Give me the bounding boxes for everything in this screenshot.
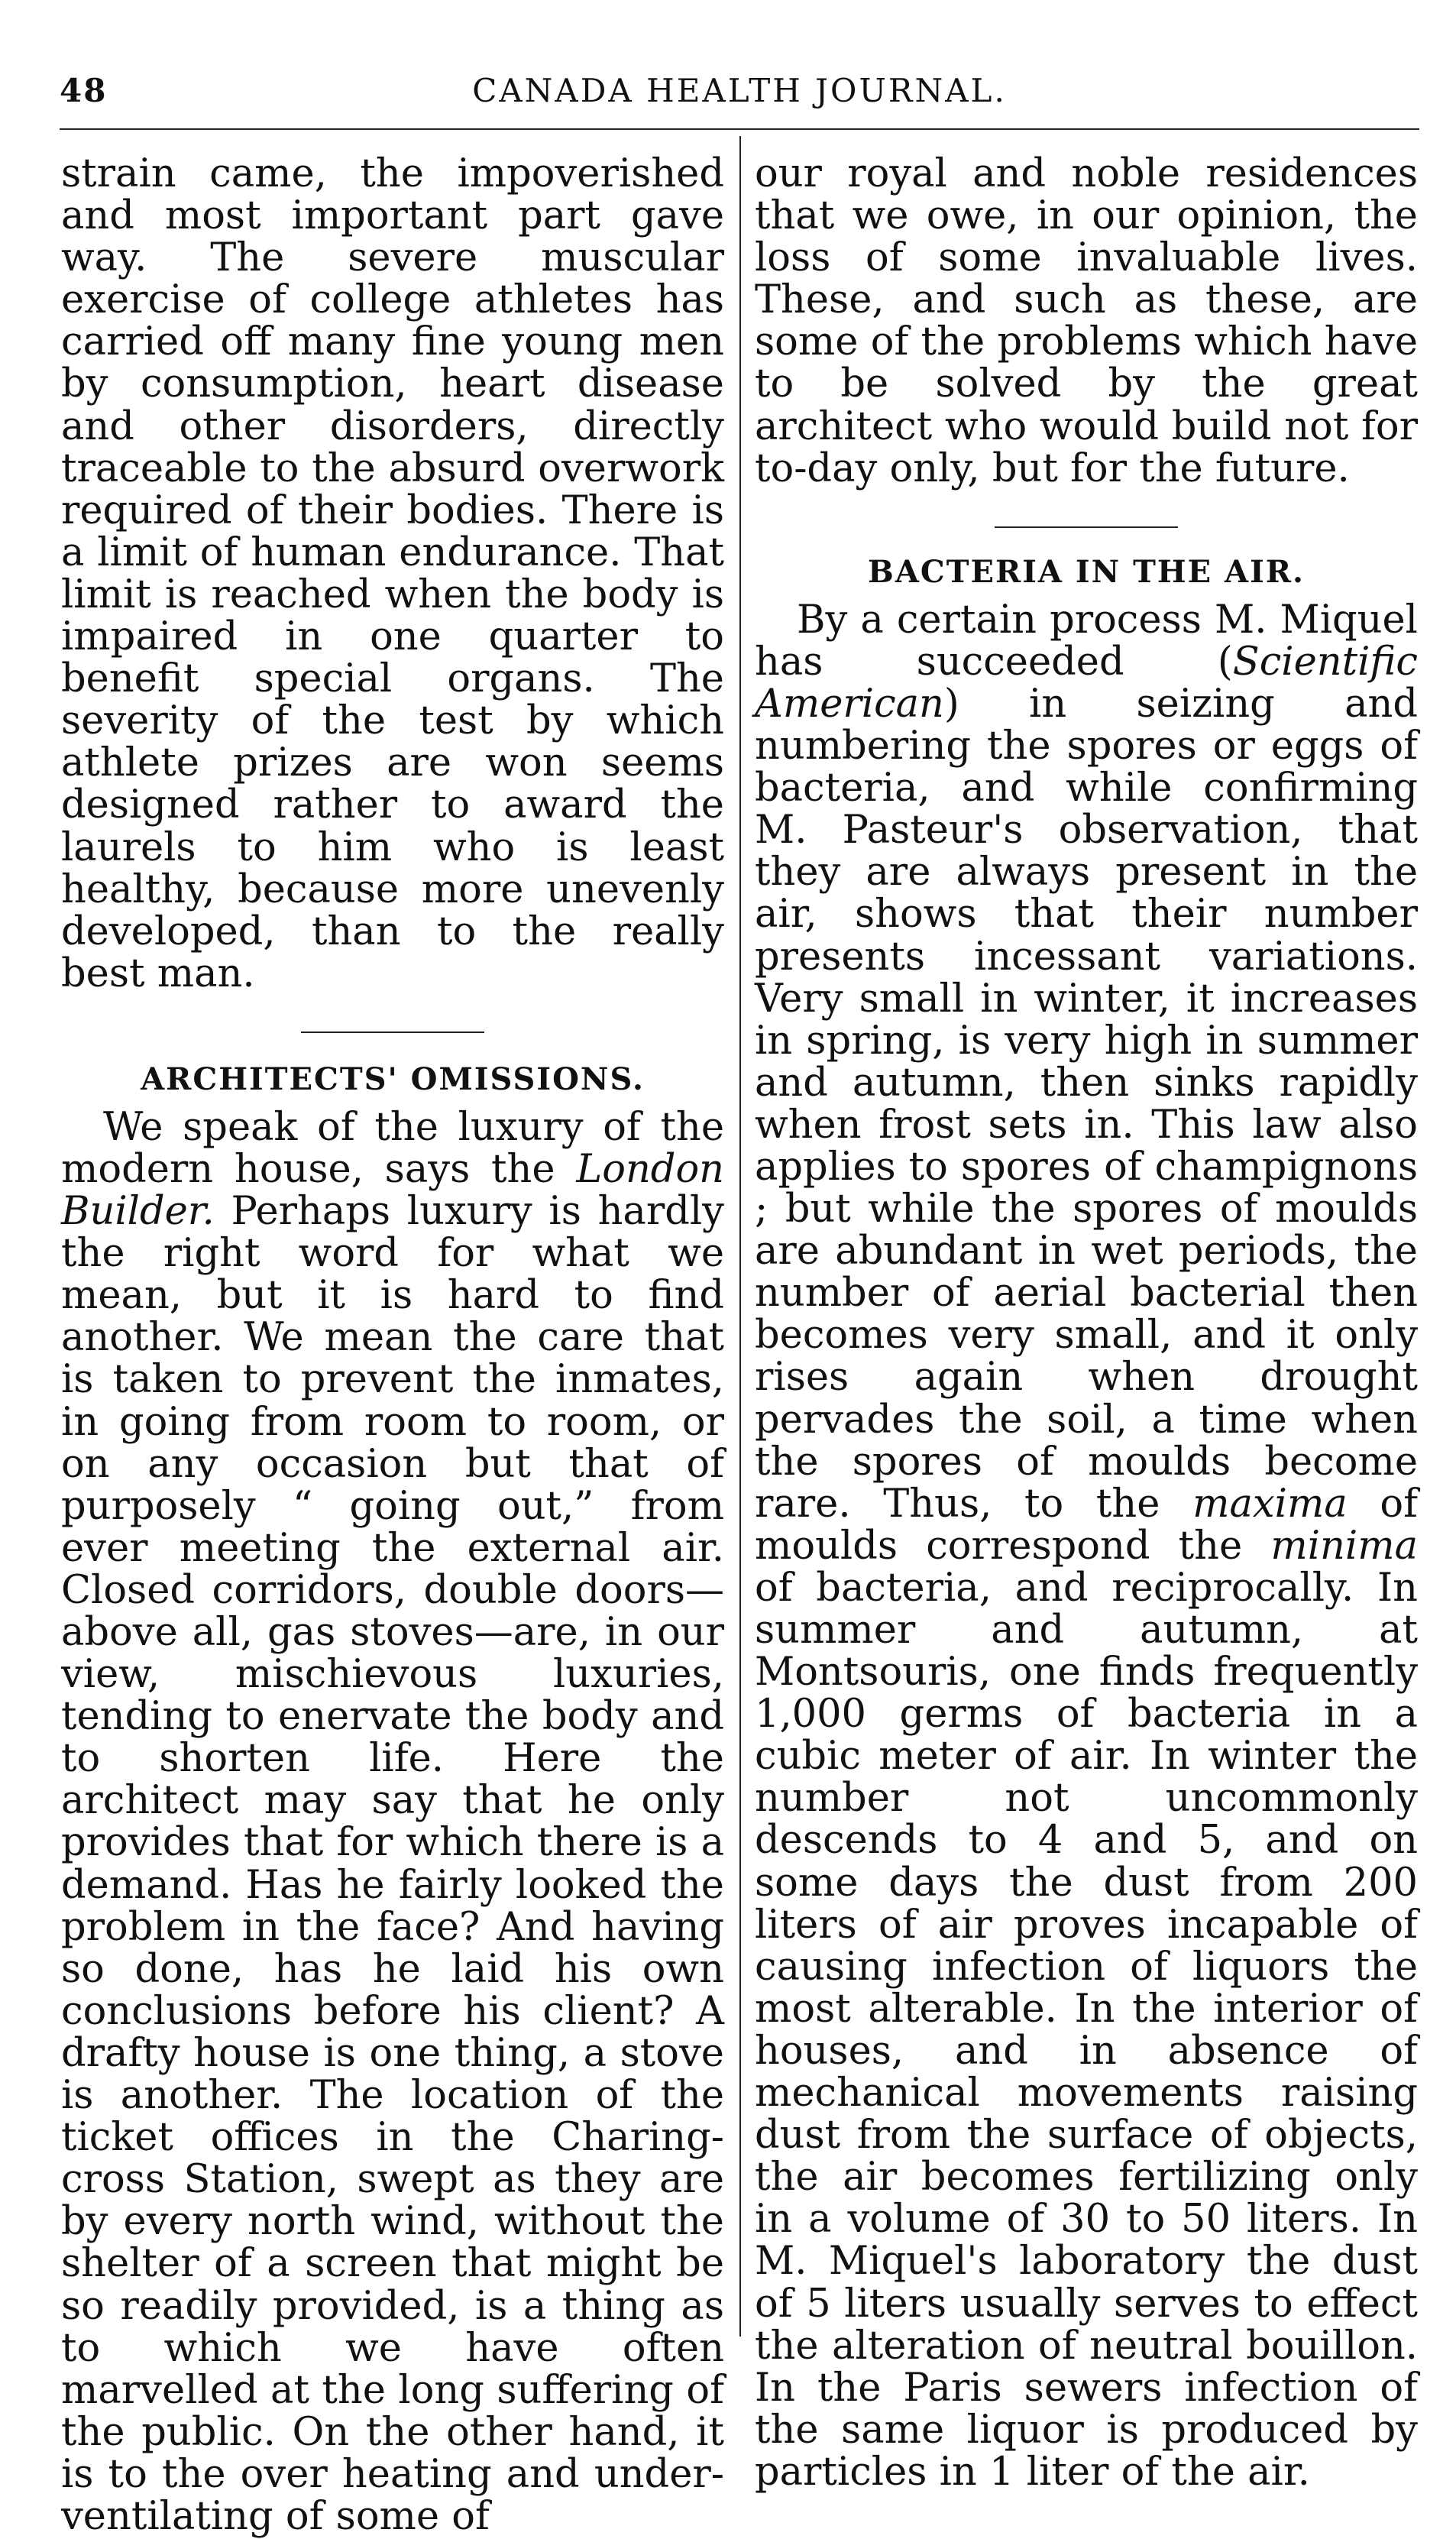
source-title: London Builder.	[61, 1146, 724, 1235]
continued-paragraph: strain came, the impoverished and most important part gave way. The severe muscular exercise of college athletes has carried off many fine young men by consumption, heart disease and other disorders, directly traceable to the absurd overwork required of their bodies. There is a limit of human endurance. That limit is reached when the body is impaired in one quarter to benefit special organs. The severity of the test by which athlete prizes are won seems designed rather to award the laurels to him who is least healthy, because more unevenly developed, than to the really best man.	[61, 151, 724, 996]
article-paragraph	[755, 599, 1418, 2493]
left-column	[61, 153, 724, 2537]
page-header	[60, 72, 1419, 118]
header-rule	[60, 128, 1419, 130]
emphasized-term: maxima	[1192, 1481, 1348, 1527]
section-separator	[995, 526, 1178, 528]
article-text: Perhaps luxury is hardly the right word for what we mean, but it is hard to find another. We mean the care that is taken to prevent the inmates, in going from room to room, or on any occasion but that of purposely “ going out,” from ever meeting the external air. Closed corridors, double doors—above all, gas stoves—are, in our view, mischievous luxuries, tending to enervate the body and to shorten life. Here the architect may say that he only provides that for which there is a demand. Has he fairly looked the problem in the face? And having so done, has he laid his own conclusions before his client? A drafty house is one thing, a stove is another. The location of the ticket offices in the Charing-cross Station, swept as they are by every north wind, without the shelter of a screen that might be so readily provided, is a thing as to which we have often marvelled at the long suffering of the public. On the other hand, it is to the over heating and under-ventilating of some of	[61, 1189, 724, 2539]
column-divider	[739, 136, 741, 2337]
section-separator	[301, 1031, 484, 1033]
article-text: ) in seizing and numbering the spores or eggs of bacteria, and while confirming M. Pasteur's observation, that they are always present in the air, shows that their number presents incessant variations. Very small in winter, it increases in spring, is very high in summer and autumn, then sinks rapidly when frost sets in. This law also applies to spores of champignons ; but while the spores of moulds are abundant in wet periods, the number of aerial bacterial then becomes very small, and it only rises again when drought pervades the soil, a time when the spores of moulds become rare. Thus, to the	[755, 681, 1418, 1527]
section-heading: BACTERIA IN THE AIR.	[868, 553, 1305, 590]
page-number: 48	[60, 72, 108, 109]
article-text: of moulds correspond the	[755, 1481, 1419, 1569]
continued-paragraph: our royal and noble residences that we owe, in our opinion, the loss of some invaluable lives. These, and such as these, are some of the problems which have to be solved by the great architect who would build not for to-day only, but for the future.	[755, 151, 1418, 491]
article-paragraph	[61, 1106, 724, 2537]
source-title: Scientific American	[755, 639, 1418, 727]
right-column	[755, 153, 1418, 2493]
section-heading: ARCHITECTS' OMISSIONS.	[141, 1061, 645, 1097]
article-text: By a certain process M. Miquel has succeeded (	[755, 597, 1418, 685]
running-title: CANADA HEALTH JOURNAL.	[472, 72, 1007, 109]
article-text: of bacteria, and reciprocally. In summer and autumn, at Montsouris, one finds frequently 1,000 germs of bacteria in a cubic meter of air. In winter the number not uncommonly descends to 4 and 5, and on some days the dust from 200 liters of air proves incapable of causing infection of liquors the most alterable. In the interior of houses, and in absence of mechanical movements raising dust from the surface of objects, the air becomes fertilizing only in a volume of 30 to 50 liters. In M. Miquel's laboratory the dust of 5 liters usually serves to effect the alteration of neutral bouillon. In the Paris sewers infection of the same liquor is produced by particles in 1 liter of the air.	[755, 1565, 1418, 2495]
article-text: We speak of the luxury of the modern house, says the	[61, 1104, 724, 1192]
emphasized-term: minima	[1270, 1523, 1418, 1569]
